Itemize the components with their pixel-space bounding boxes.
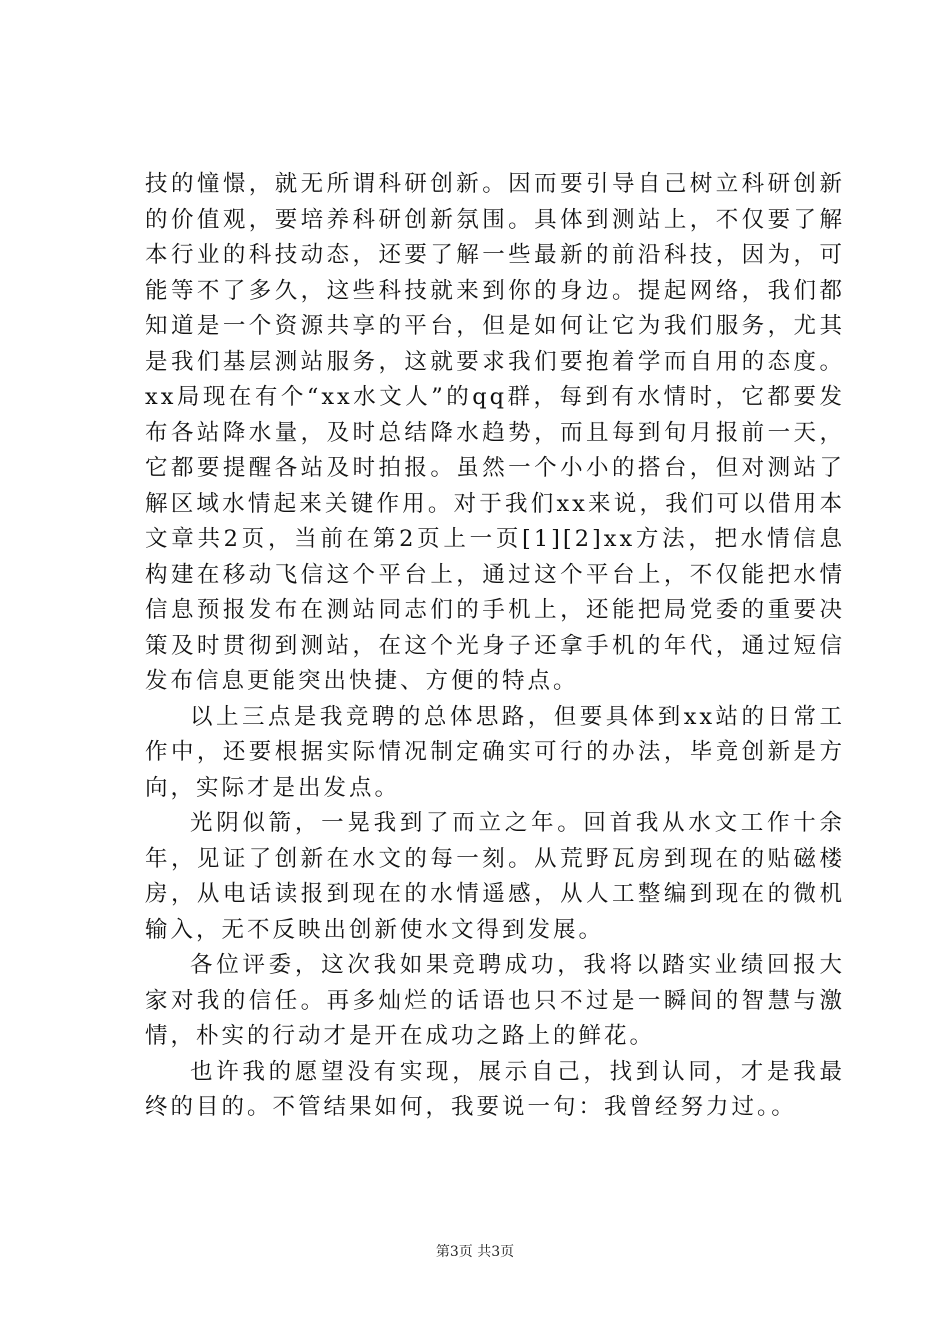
page-footer: [0, 1242, 950, 1262]
page-number-label: 第3页 共3页: [435, 1244, 515, 1260]
paragraph-3: 光阴似箭，一晃我到了而立之年。回首我从水文工作十余年，见证了创新在水文的每一刻。从荒野瓦房到现在的贴磁楼房，从电话读报到现在的水情遥感，从人工整编到现在的微机输入，无不反映出创新使水文得到发展。: [145, 810, 845, 943]
paragraph-1: 技的憧憬，就无所谓科研创新。因而要引导自己树立科研创新的价值观，要培养科研创新氛围。具体到测站上，不仅要了解本行业的科技动态，还要了解一些最新的前沿科技，因为，可能等不了多久，这些科技就来到你的身边。提起网络，我们都知道是一个资源共享的平台，但是如何让它为我们服务，尤其是我们基层测站服务，这就要求我们要抱着学而自用的态度。xx局现在有个“xx水文人”的qq群，每到有水情时，它都要发布各站降水量，及时总结降水趋势，而且每到旬月报前一天，它都要提醒各站及时拍报。虽然一个小小的搭台，但对测站了解区域水情起来关键作用。对于我们xx来说，我们可以借用本文章共2页，当前在第2页上一页[1][2]xx方法，把水情信息构建在移动飞信这个平台上，通过这个平台上，不仅能把水情信息预报发布在测站同志们的手机上，还能把局党委的重要决策及时贯彻到测站，在这个光身子还拿手机的年代，通过短信发布信息更能突出快捷、方便的特点。: [145, 171, 845, 694]
paragraph-2: 以上三点是我竞聘的总体思路，但要具体到xx站的日常工作中，还要根据实际情况制定确实可行的办法，毕竟创新是方向，实际才是出发点。: [145, 703, 845, 801]
paragraph-4: 各位评委，这次我如果竞聘成功，我将以踏实业绩回报大家对我的信任。再多灿烂的话语也只不过是一瞬间的智慧与激情，朴实的行动才是开在成功之路上的鲜花。: [145, 952, 845, 1049]
document-body: [145, 167, 845, 1126]
paragraph-5: 也许我的愿望没有实现，展示自己，找到认同，才是我最终的目的。不管结果如何，我要说一句：我曾经努力过。。: [145, 1058, 845, 1120]
